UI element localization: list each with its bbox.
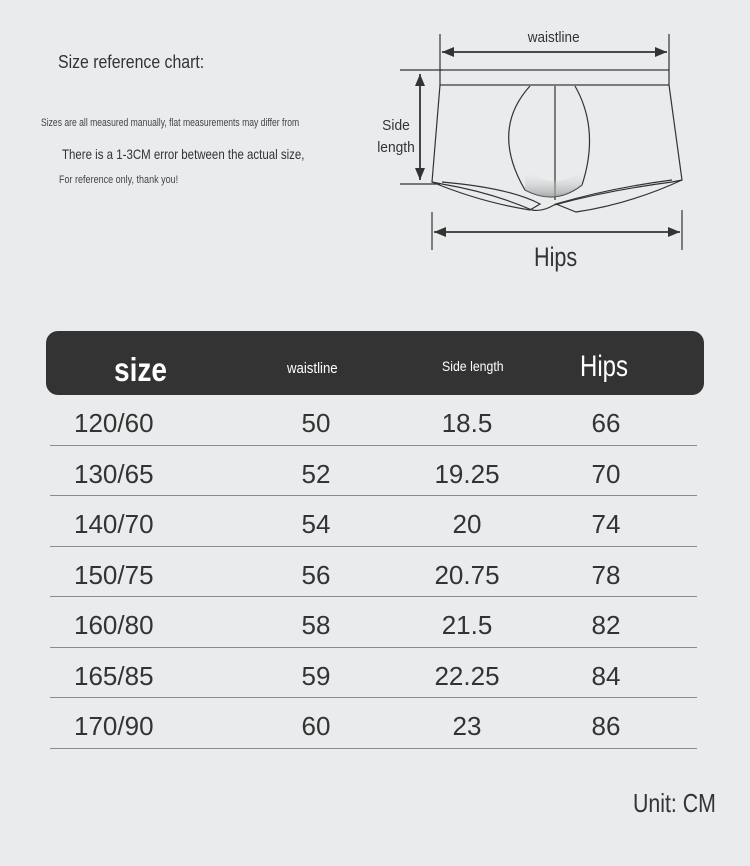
cell-size: 140/70 xyxy=(74,509,154,539)
cell-hips: 82 xyxy=(591,610,621,640)
cell-size: 120/60 xyxy=(74,408,154,438)
size-table-body xyxy=(50,395,697,749)
table-row xyxy=(50,648,697,699)
cell-waistline: 54 xyxy=(301,509,331,539)
cell-waistline: 50 xyxy=(301,408,331,438)
waistline-label: waistline xyxy=(527,29,580,46)
cell-side-length: 23 xyxy=(452,711,482,741)
table-row xyxy=(50,597,697,648)
arrowhead xyxy=(415,74,425,86)
cell-side-length: 20.75 xyxy=(434,559,500,590)
underwear-measurement-diagram xyxy=(360,20,720,290)
cell-hips: 78 xyxy=(591,559,621,590)
cell-hips: 70 xyxy=(591,458,621,489)
header-waistline: waistline xyxy=(287,360,338,377)
cell-side-length: 22.25 xyxy=(434,660,500,691)
cell-waistline: 59 xyxy=(301,660,331,691)
cell-hips: 84 xyxy=(591,660,621,691)
error-note: There is a 1-3CM error between the actual size, xyxy=(62,146,305,162)
cell-side-length: 21.5 xyxy=(441,610,493,640)
table-row xyxy=(50,446,697,497)
unit-label: Unit: CM xyxy=(633,788,716,818)
cell-side-length: 18.5 xyxy=(441,408,493,438)
cell-waistline: 58 xyxy=(301,610,331,640)
cell-hips: 86 xyxy=(591,711,621,741)
arrowhead xyxy=(668,227,680,237)
header-hips: Hips xyxy=(580,350,629,383)
table-row xyxy=(50,547,697,598)
cell-hips: 74 xyxy=(591,509,621,539)
table-row xyxy=(50,496,697,547)
cell-waistline: 60 xyxy=(301,711,331,741)
cell-size: 130/65 xyxy=(74,458,154,489)
table-row xyxy=(50,698,697,749)
measurement-note: Sizes are all measured manually, flat measurements may differ from xyxy=(41,117,300,129)
cell-size: 170/90 xyxy=(74,711,154,741)
hips-label: Hips xyxy=(534,242,578,272)
arrowhead xyxy=(415,168,425,180)
waistband xyxy=(440,70,669,85)
header-size: size xyxy=(114,351,168,388)
cell-side-length: 20 xyxy=(452,509,482,539)
arrowhead xyxy=(442,47,454,57)
cell-waistline: 52 xyxy=(301,458,331,489)
side-length-label: Side length xyxy=(377,117,415,156)
chart-title: Size reference chart: xyxy=(58,52,205,72)
cell-hips: 66 xyxy=(591,408,621,438)
size-table-header xyxy=(46,331,704,395)
arrowhead xyxy=(434,227,446,237)
cell-size: 160/80 xyxy=(74,610,154,640)
cell-waistline: 56 xyxy=(301,559,331,590)
arrowhead xyxy=(655,47,667,57)
cell-size: 150/75 xyxy=(74,559,154,590)
table-row xyxy=(50,395,697,446)
header-side-length: Side length xyxy=(442,358,504,374)
reference-note: For reference only, thank you! xyxy=(59,174,179,186)
cell-size: 165/85 xyxy=(74,660,154,691)
cell-side-length: 19.25 xyxy=(434,458,500,489)
